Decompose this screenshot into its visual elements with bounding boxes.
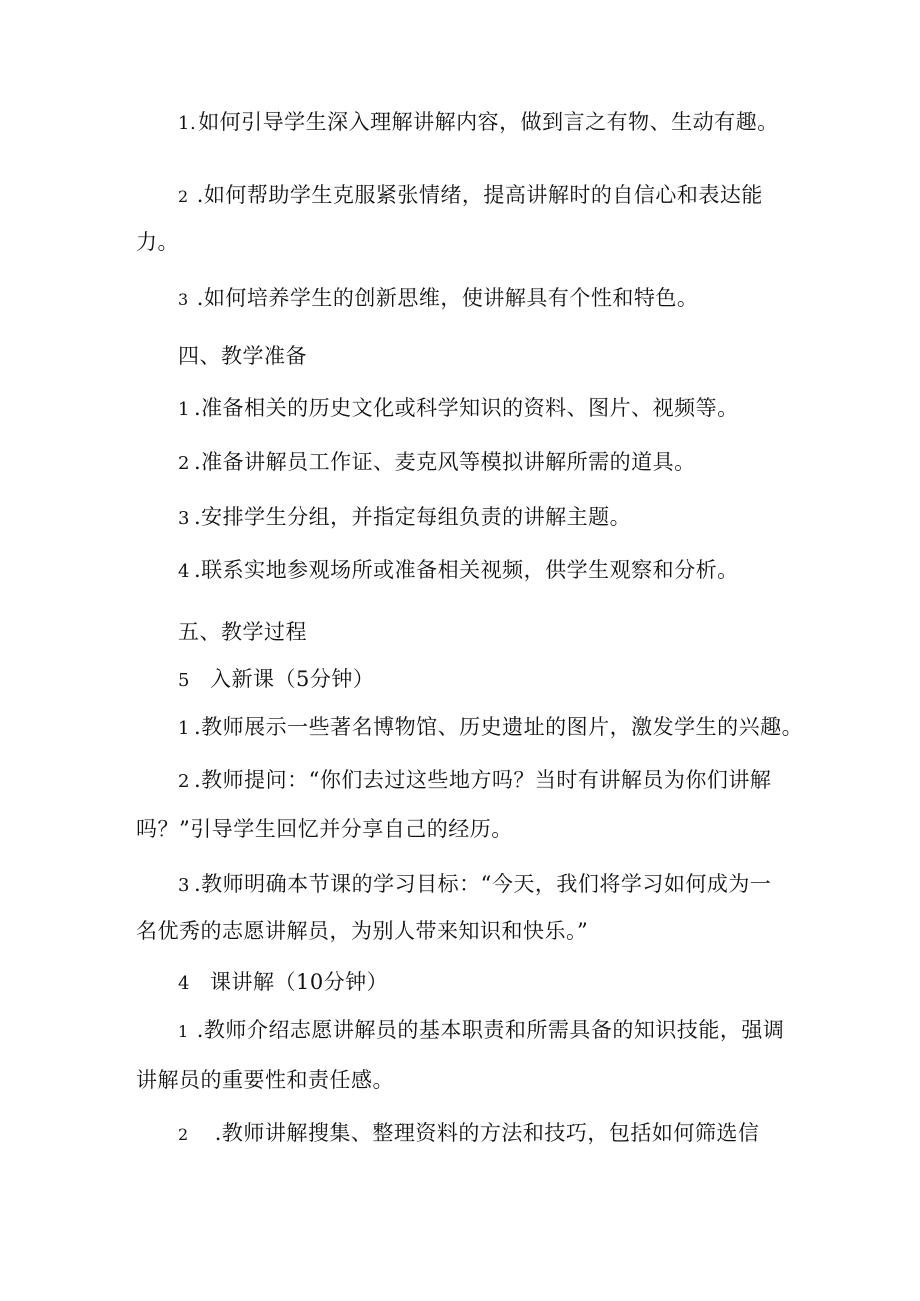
section-heading-5: 五、教学过程 [178,620,307,644]
item-number: 3 [178,508,190,529]
subsection-heading-2 [178,968,388,998]
item-number: 5 [178,670,190,691]
item-text: .教师介绍志愿讲解员的基本职责和所需具备的知识技能，强调 [196,1018,785,1042]
section-heading-4: 四、教学准备 [178,344,307,368]
lecture-item-1-continuation [136,1066,394,1094]
item-number: 2 [178,453,190,474]
item-number: 1 [178,1022,189,1041]
item-text: 入新课（5分钟） [209,667,375,691]
item-text: .联系实地参观场所或准备相关视频，供学生观察和分析。 [193,558,739,582]
item-number: 4 [178,973,190,994]
process-item-3 [178,870,771,900]
item-text: .准备相关的历史文化或科学知识的资料、图片、视频等。 [193,396,739,420]
prep-item-2 [178,448,696,478]
item-text: .如何培养学生的创新思维，使讲解具有个性和特色。 [196,286,699,310]
item-number: 3 [178,290,189,309]
prep-item-3 [178,503,631,533]
item-text: .如何帮助学生克服紧张情绪，提高讲解时的自信心和表达能 [196,183,763,207]
prep-item-4 [178,556,739,586]
item-text: .教师明确本节课的学习目标：“今天，我们将学习如何成为一 [193,872,772,896]
process-item-2-continuation [136,815,513,843]
item-number: 3 [178,875,190,896]
item-text-cont: 讲解员的重要性和责任感。 [136,1068,394,1092]
lecture-item-1 [178,1016,784,1046]
item-text-cont: 力。 [136,230,179,254]
problem-item-2-continuation [136,228,179,256]
item-text: 如何引导学生深入理解讲解内容，做到言之有物、生动有趣。 [198,110,779,134]
item-text: .安排学生分组，并指定每组负责的讲解主题。 [193,505,632,529]
item-number: 1. [178,113,197,134]
item-text: .准备讲解员工作证、麦克风等模拟讲解所需的道具。 [193,450,696,474]
problem-item-2 [178,181,763,211]
item-text: .教师提问：“你们去过这些地方吗？当时有讲解员为你们讲解 [193,768,772,792]
lecture-item-2 [178,1119,759,1149]
process-item-1 [178,713,803,743]
item-text: .教师展示一些著名博物馆、历史遗址的图片，激发学生的兴趣。 [193,715,804,739]
item-text: 课讲解（10分钟） [209,970,389,994]
item-number: 1 [178,718,190,739]
item-text-cont: 名优秀的志愿讲解员，为别人带来知识和快乐。” [136,919,589,943]
subsection-heading-1 [178,665,374,695]
item-number: 2 [178,771,190,792]
item-number: 1 [178,399,190,420]
item-number: 4 [178,561,190,582]
item-text-cont: 吗？”引导学生回忆并分享自己的经历。 [136,817,513,841]
problem-item-3 [178,284,698,314]
item-number: 2 [178,187,189,206]
item-text: .教师讲解搜集、整理资料的方法和技巧，包括如何筛选信 [214,1121,760,1145]
prep-item-1 [178,394,739,424]
item-number: 2 [178,1125,189,1144]
process-item-3-continuation [136,917,588,945]
problem-item-1 [178,108,779,138]
process-item-2 [178,766,771,796]
